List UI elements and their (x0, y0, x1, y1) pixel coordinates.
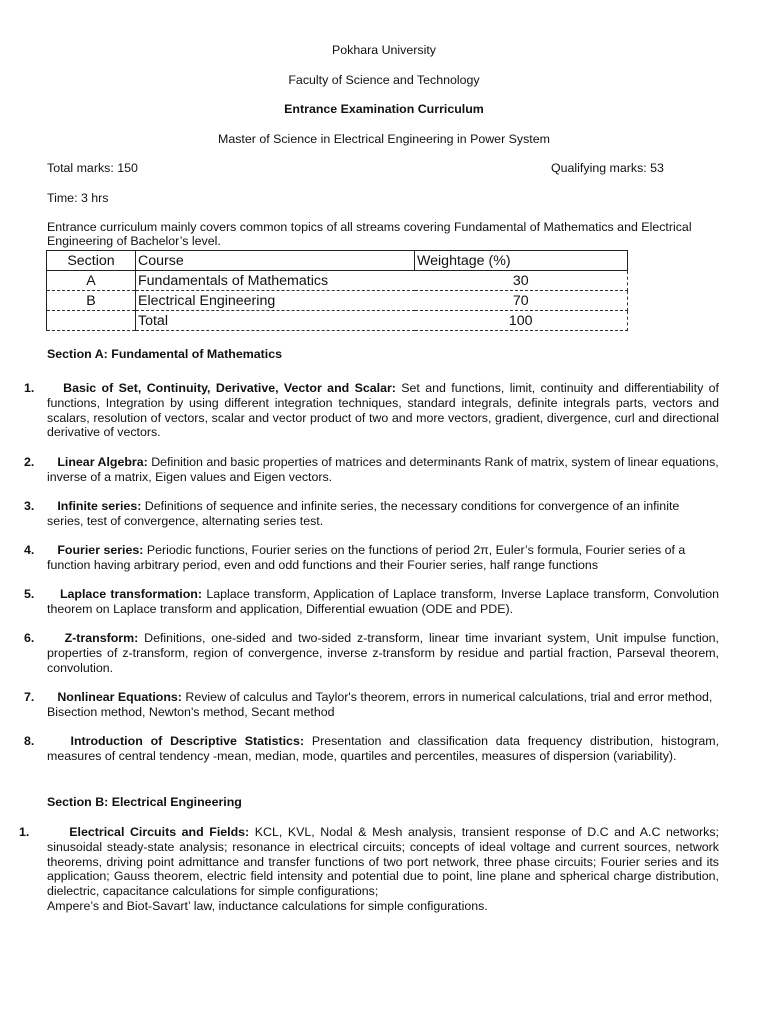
item-title: Basic of Set, Continuity, Derivative, Vector and Scalar: (63, 381, 396, 395)
section-b-heading: Section B: Electrical Engineering (47, 795, 242, 809)
cell-course: Total (136, 311, 415, 331)
item-text: Definitions of sequence and infinite series, the necessary conditions for convergence of an infinite series, test of convergence, alternating series test. (47, 499, 680, 528)
cell-course: Fundamentals of Mathematics (136, 271, 415, 291)
weightage-table (46, 250, 628, 331)
item-title: Z-transform: (64, 631, 139, 645)
item-title: Introduction of Descriptive Statistics: (70, 734, 304, 748)
item-title: Infinite series: (57, 499, 142, 513)
program-name: Master of Science in Electrical Engineering in Power System (218, 132, 550, 146)
item-text: Presentation and classification data frequency distribution, histogram, measures of central tendency -mean, median, mode, quartiles and percentiles, measures of dispersion (variability). (47, 734, 720, 763)
qualifying-marks: Qualifying marks: 53 (551, 161, 664, 175)
list-item (47, 587, 719, 617)
list-number: 5. (24, 587, 35, 601)
header-weightage: Weightage (%) (415, 251, 628, 271)
table-row (47, 311, 628, 331)
list-number: 8. (24, 734, 35, 748)
section-a-heading: Section A: Fundamental of Mathematics (47, 347, 282, 361)
table-row (47, 291, 628, 311)
list-item (47, 631, 719, 675)
item-text-continued: Ampere’s and Biot-Savart’ law, inductance calculations for simple configurations. (47, 899, 488, 913)
curriculum-intro: Entrance curriculum mainly covers common topics of all streams covering Fundamental of Mathematics and Electrical Engineering of Bachelor’s level. (47, 220, 692, 248)
exam-time: Time: 3 hrs (47, 191, 109, 205)
faculty-name: Faculty of Science and Technology (288, 73, 480, 87)
item-text: Definitions, one-sided and two-sided z-transform, linear time invariant system, Unit impulse function, properties of z-transform, region of convergence, inverse z-transform by residue and partial fraction, Parseval theorem, convolution. (47, 631, 719, 675)
header-section: Section (47, 251, 136, 271)
list-number: 4. (24, 543, 35, 557)
table-row (47, 271, 628, 291)
list-number: 2. (24, 455, 35, 469)
list-number: 3. (24, 499, 35, 513)
list-number: 1. (24, 381, 35, 395)
list-item (47, 455, 719, 485)
total-marks: Total marks: 150 (47, 161, 138, 175)
item-title: Fourier series: (57, 543, 144, 557)
list-number: 1. (19, 825, 30, 839)
cell-course: Electrical Engineering (136, 291, 415, 311)
item-title: Laplace transformation: (59, 587, 202, 601)
item-text: KCL, KVL, Nodal & Mesh analysis, transient response of D.C and A.C networks; sinusoidal steady-state analysis; resonance in electrical circuits; concepts of ideal voltage and current sources, network theorems, driving point admittance and transfer functions of two port network, three phase circuits; Fourier series and its application; Gauss theorem, electric field intensity and potential due to point, line plane and spherical charge distribution, dielectric, capacitance calculations for simple configurations; (47, 825, 719, 899)
item-title: Nonlinear Equations: (57, 690, 182, 704)
university-name: Pokhara University (332, 43, 436, 57)
cell-section: B (47, 291, 136, 311)
cell-section (47, 311, 136, 331)
header-course: Course (136, 251, 415, 271)
cell-weight: 70 (415, 291, 628, 311)
item-text: Laplace transform, Application of Laplace transform, Inverse Laplace transform, Convolution theorem on Laplace transform and application, Differential ewuation (ODE and PDE). (47, 587, 720, 616)
item-text: Definition and basic properties of matrices and determinants Rank of matrix, system of linear equations, inverse of a matrix, Eigen values and Eigen vectors. (47, 455, 719, 484)
list-item (47, 381, 719, 440)
list-item (47, 543, 719, 573)
list-item (47, 825, 719, 899)
list-number: 6. (24, 631, 35, 645)
table-header-row (47, 251, 628, 271)
list-item (47, 690, 719, 720)
document-title: Entrance Examination Curriculum (284, 102, 484, 116)
list-item (47, 734, 719, 764)
item-title: Electrical Circuits and Fields: (69, 825, 250, 839)
cell-weight: 30 (415, 271, 628, 291)
list-item (47, 499, 719, 529)
item-text: Periodic functions, Fourier series on the functions of period 2π, Euler’s formula, Fourier series of a function having arbitrary period, even and odd functions and their Fourier series, half range functions (47, 543, 686, 572)
list-number: 7. (24, 690, 35, 704)
item-title: Linear Algebra: (57, 455, 148, 469)
cell-section: A (47, 271, 136, 291)
item-text: Set and functions, limit, continuity and differentiability of functions, Integration by using different integration techniques, standard integrals, definite integrals parts, vectors and scalars, resolution of vectors, scalar and vector product of two and more vectors, gradient, divergence, curl and directional derivative of vectors. (47, 381, 719, 440)
item-text: Review of calculus and Taylor's theorem, errors in numerical calculations, trial and error method, Bisection method, Newton's method, Secant method (47, 690, 713, 719)
cell-weight: 100 (415, 311, 628, 331)
